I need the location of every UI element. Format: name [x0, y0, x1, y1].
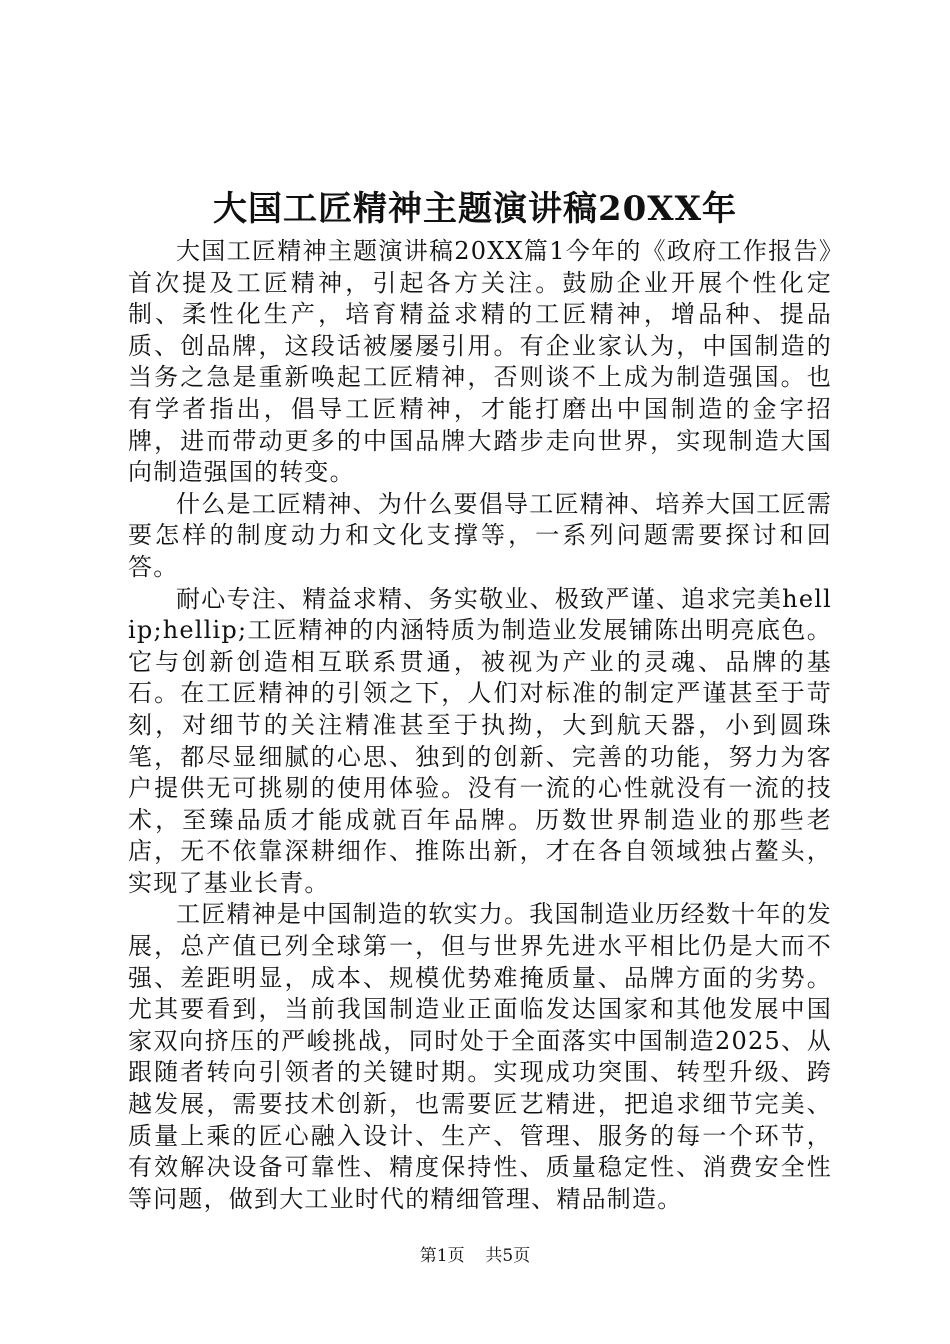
paragraph-1: 大国工匠精神主题演讲稿20XX篇1今年的《政府工作报告》首次提及工匠精神，引起各方关注。鼓励企业开展个性化定制、柔性化生产，培育精益求精的工匠精神，增品种、提品质、创品牌，这段话被屡屡引用。有企业家认为，中国制造的当务之急是重新唤起工匠精神，否则谈不上成为制造强国。也有学者指出，倡导工匠精神，才能打磨出中国制造的金字招牌，进而带动更多的中国品牌大踏步走向世界，实现制造大国向制造强国的转变。 [128, 237, 832, 487]
paragraph-4: 工匠精神是中国制造的软实力。我国制造业历经数十年的发展，总产值已列全球第一，但与世界先进水平相比仍是大而不强、差距明显，成本、规模优势难掩质量、品牌方面的劣势。尤其要看到，当前我国制造业正面临发达国家和其他发展中国家双向挤压的严峻挑战，同时处于全面落实中国制造2025、从跟随者转向引领者的关键时期。实现成功突围、转型升级、跨越发展，需要技术创新，也需要匠艺精进，把追求细节完美、质量上乘的匠心融入设计、生产、管理、服务的每一个环节，有效解决设备可靠性、精度保持性、质量稳定性、消费安全性等问题，做到大工业时代的精细管理、精品制造。 [128, 900, 832, 1213]
page-number-current: 第1页 [419, 1246, 465, 1266]
page-number-total: 共5页 [485, 1246, 531, 1266]
document-body [128, 236, 832, 1215]
document-title: 大国工匠精神主题演讲稿20XX年 [212, 189, 738, 229]
page-footer [0, 1244, 950, 1268]
paragraph-2: 什么是工匠精神、为什么要倡导工匠精神、培养大国工匠需要怎样的制度动力和文化支撑等，一系列问题需要探讨和回答。 [128, 489, 832, 581]
paragraph-3: 耐心专注、精益求精、务实敬业、极致严谨、追求完美hellip;hellip;工匠精神的内涵特质为制造业发展铺陈出明亮底色。它与创新创造相互联系贯通，被视为产业的灵魂、品牌的基石。在工匠精神的引领之下，人们对标准的制定严谨甚至于苛刻，对细节的关注精准甚至于执拗，大到航天器，小到圆珠笔，都尽显细腻的心思、独到的创新、完善的功能，努力为客户提供无可挑剔的使用体验。没有一流的心性就没有一流的技术，至臻品质才能成就百年品牌。历数世界制造业的那些老店，无不依靠深耕细作、推陈出新，才在各自领域独占鳌头，实现了基业长青。 [128, 584, 832, 897]
